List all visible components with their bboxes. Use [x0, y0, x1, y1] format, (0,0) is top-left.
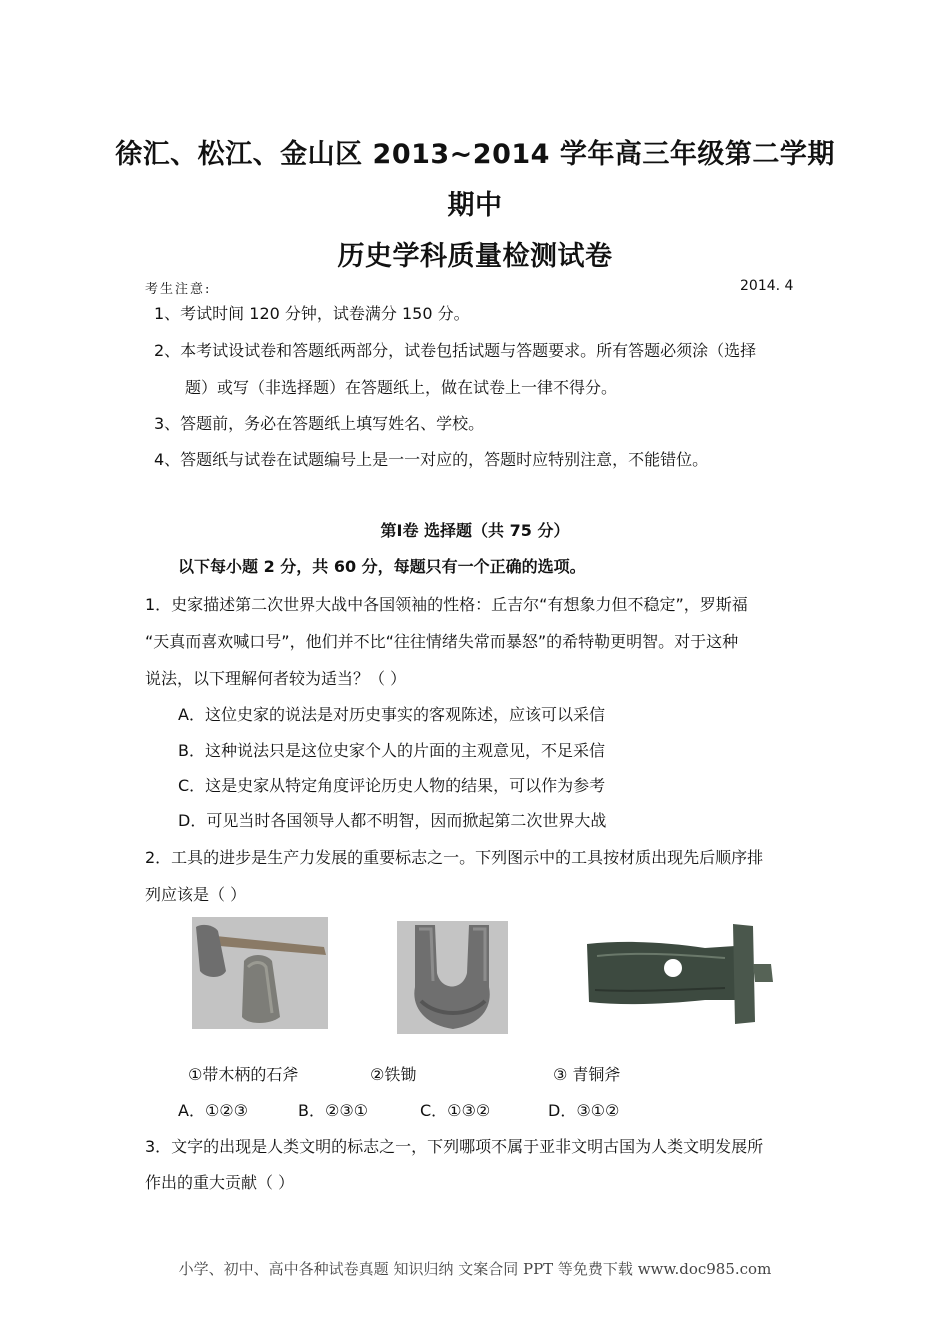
q1-option-a: A．这位史家的说法是对历史事实的客观陈述，应该可以采信 [178, 705, 605, 724]
notice-item: 2、本考试设试卷和答题纸两部分，试卷包括试题与答题要求。所有答题必须涂（选择 [154, 341, 757, 360]
footer-text: 小学、初中、高中各种试卷真题 知识归纳 文案合同 PPT 等免费下载 www.doc985.com [178, 1260, 772, 1278]
q2-option-d: D．③①② [548, 1101, 620, 1120]
notice-item: 1、考试时间 120 分钟，试卷满分 150 分。 [154, 304, 470, 323]
caption-stone-axe: ①带木柄的石斧 [188, 1065, 299, 1084]
q1-stem-line: 1．史家描述第二次世界大战中各国领袖的性格：丘吉尔“有想象力但不稳定”，罗斯福 [145, 595, 748, 614]
section-title: 第Ⅰ卷 选择题（共 75 分） [380, 521, 570, 540]
q2-stem-line: 2．工具的进步是生产力发展的重要标志之一。下列图示中的工具按材质出现先后顺序排 [145, 848, 764, 867]
q2-option-a: A．①②③ [178, 1101, 248, 1120]
q1-stem-line: 说法，以下理解何者较为适当？（ ） [145, 669, 407, 688]
title-line-3: 历史学科质量检测试卷 [337, 241, 613, 272]
title-line-2: 期中 [447, 190, 503, 221]
notice-label: 考生注意: [145, 282, 212, 297]
q1-option-d: D．可见当时各国领导人都不明智，因而掀起第二次世界大战 [178, 811, 607, 830]
iron-hoe-image [397, 921, 508, 1034]
notice-item: 3、答题前，务必在答题纸上填写姓名、学校。 [154, 414, 485, 433]
title-line-1: 徐汇、松江、金山区 2013~2014 学年高三年级第二学期 [115, 139, 835, 170]
q2-option-b: B．②③① [298, 1101, 369, 1120]
caption-bronze-axe: ③ 青铜斧 [553, 1065, 621, 1084]
q2-stem-line: 列应该是（ ） [145, 885, 247, 904]
q1-option-b: B．这种说法只是这位史家个人的片面的主观意见，不足采信 [178, 741, 605, 760]
section-instruction: 以下每小题 2 分，共 60 分，每题只有一个正确的选项。 [178, 557, 586, 576]
q1-option-c: C．这是史家从特定角度评论历史人物的结果，可以作为参考 [178, 776, 606, 795]
notice-item: 题）或写（非选择题）在答题纸上，做在试卷上一律不得分。 [185, 378, 618, 397]
q1-stem-line: “天真而喜欢喊口号”，他们并不比“往往情绪失常而暴怒”的希特勒更明智。对于这种 [145, 632, 739, 651]
q2-option-c: C．①③② [420, 1101, 491, 1120]
caption-iron-hoe: ②铁锄 [370, 1065, 417, 1084]
q3-stem-line: 作出的重大贡献（ ） [145, 1173, 295, 1192]
bronze-axe-image [585, 920, 780, 1028]
q3-stem-line: 3．文字的出现是人类文明的标志之一，下列哪项不属于亚非文明古国为人类文明发展所 [145, 1137, 764, 1156]
exam-date: 2014. 4 [740, 278, 794, 294]
notice-item: 4、答题纸与试卷在试题编号上是一一对应的，答题时应特别注意，不能错位。 [154, 450, 709, 469]
stone-axe-image [192, 917, 328, 1029]
